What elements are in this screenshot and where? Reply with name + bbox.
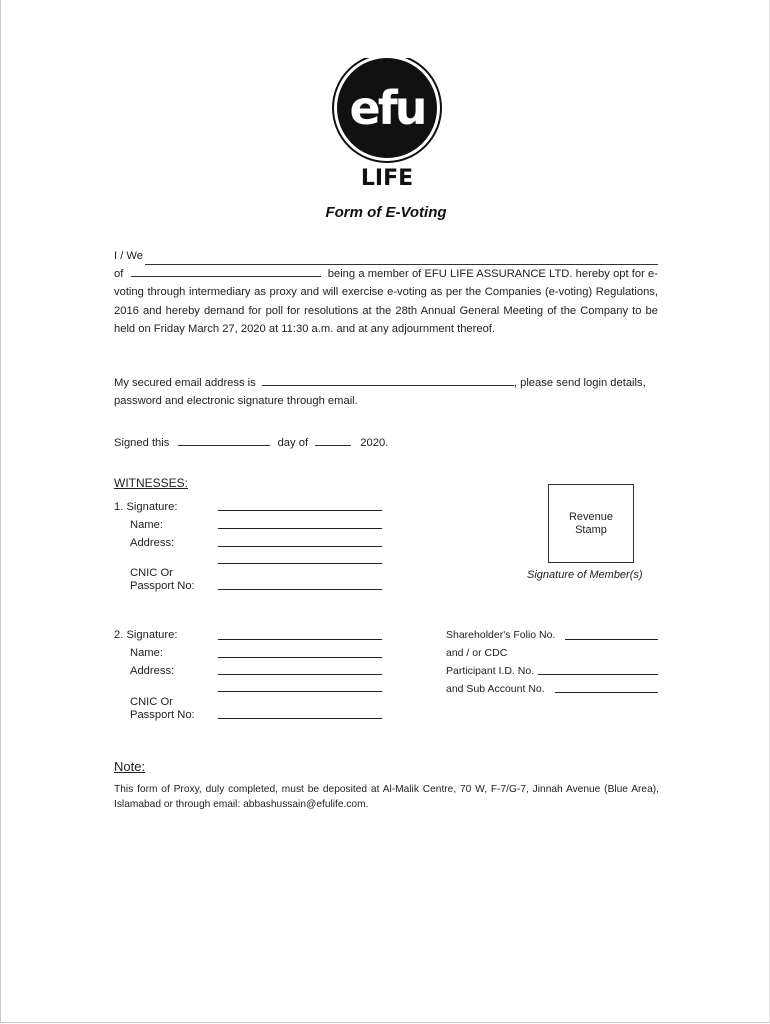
- folio-label: Shareholder's Folio No.: [446, 629, 556, 641]
- revenue-stamp-box: [548, 484, 634, 563]
- logo-mark-text: efu: [349, 81, 425, 135]
- note-heading: Note:: [114, 759, 146, 774]
- folio-row: [446, 629, 555, 641]
- witness2-name-line[interactable]: [218, 657, 382, 658]
- sub-account-label: and Sub Account No.: [446, 683, 545, 695]
- signed-prefix: Signed this: [114, 437, 170, 449]
- signed-month-fill-line[interactable]: [315, 435, 351, 446]
- witness2-signature-line[interactable]: [218, 639, 382, 640]
- witness2-address-label: Address:: [130, 665, 175, 677]
- email-block: [114, 374, 658, 410]
- witness1-address-line-1[interactable]: [218, 546, 382, 547]
- efu-logo-mark: [331, 58, 443, 190]
- signed-day-fill-line[interactable]: [178, 435, 270, 446]
- email-line-2: password and electronic signature through email.: [114, 395, 358, 408]
- note-text: This form of Proxy, duly completed, must be deposited at Al-Malik Centre, 70 W, F-7/G-7, Jinnah Avenue (Blue Area), Islamabad or through email: abbashussain@efulife.com.: [114, 784, 659, 810]
- witness2-name-label: Name:: [130, 647, 163, 659]
- signed-year: 2020.: [360, 437, 389, 449]
- witnesses-heading: WITNESSES:: [114, 476, 189, 490]
- email-suffix: , please send login details,: [513, 377, 646, 389]
- email-fill-line[interactable]: [262, 375, 514, 386]
- declaration-block: [114, 247, 658, 338]
- of-fill-line[interactable]: [131, 266, 321, 277]
- i-we-label: I / We: [114, 250, 144, 262]
- email-prefix: My secured email address is: [114, 377, 256, 389]
- witness1-address-label: Address:: [130, 537, 175, 549]
- witness2-address-line-2[interactable]: [218, 691, 382, 692]
- email-line: [114, 374, 658, 392]
- declaration-text: being a member of EFU LIFE ASSURANCE LTD. hereby opt for e-voting through intermediary as proxy and will exercise e-voting as per the Companies (e-voting) Regulations, 2016 and hereby demand for poll for resolutions at the 28th Annual General Meeting of the Company to be held on Friday March 27, 2020 at 11:30 a.m. and at any adjournment thereof.: [114, 268, 659, 335]
- folio-fill-line[interactable]: [565, 639, 658, 640]
- i-we-line: [114, 247, 658, 265]
- witness1-passport-label: Passport No:: [130, 580, 195, 592]
- of-label: of: [114, 268, 124, 281]
- stamp-line-2: Stamp: [575, 524, 607, 536]
- witness2-address-line-1[interactable]: [218, 674, 382, 675]
- participant-fill-line[interactable]: [538, 674, 658, 675]
- participant-label: Participant I.D. No.: [446, 665, 535, 677]
- witness1-signature-label: 1. Signature:: [114, 501, 178, 513]
- witness1-name-label: Name:: [130, 519, 163, 531]
- witness1-signature-line[interactable]: [218, 510, 382, 511]
- witness2-signature-label: 2. Signature:: [114, 629, 178, 641]
- witness1-cnic-line[interactable]: [218, 589, 382, 590]
- i-we-fill-line[interactable]: [145, 253, 658, 265]
- form-title: Form of E-Voting: [325, 204, 447, 221]
- signed-line: [114, 435, 388, 449]
- witness2-passport-label: Passport No:: [130, 709, 195, 721]
- efu-life-logo: [331, 58, 443, 190]
- witness2-cnic-line[interactable]: [218, 718, 382, 719]
- sub-account-fill-line[interactable]: [555, 692, 658, 693]
- witness1-address-line-2[interactable]: [218, 563, 382, 564]
- witness1-name-line[interactable]: [218, 528, 382, 529]
- signature-of-members-label: Signature of Member(s): [527, 569, 643, 581]
- cdc-label: and / or CDC: [446, 647, 508, 659]
- stamp-line-1: Revenue: [568, 511, 614, 523]
- witness1-cnic-label: CNIC Or: [130, 567, 173, 579]
- declaration-body: [114, 265, 658, 338]
- witness2-cnic-label: CNIC Or: [130, 696, 173, 708]
- day-of-label: day of: [277, 437, 309, 449]
- logo-subtitle: LIFE: [360, 166, 414, 190]
